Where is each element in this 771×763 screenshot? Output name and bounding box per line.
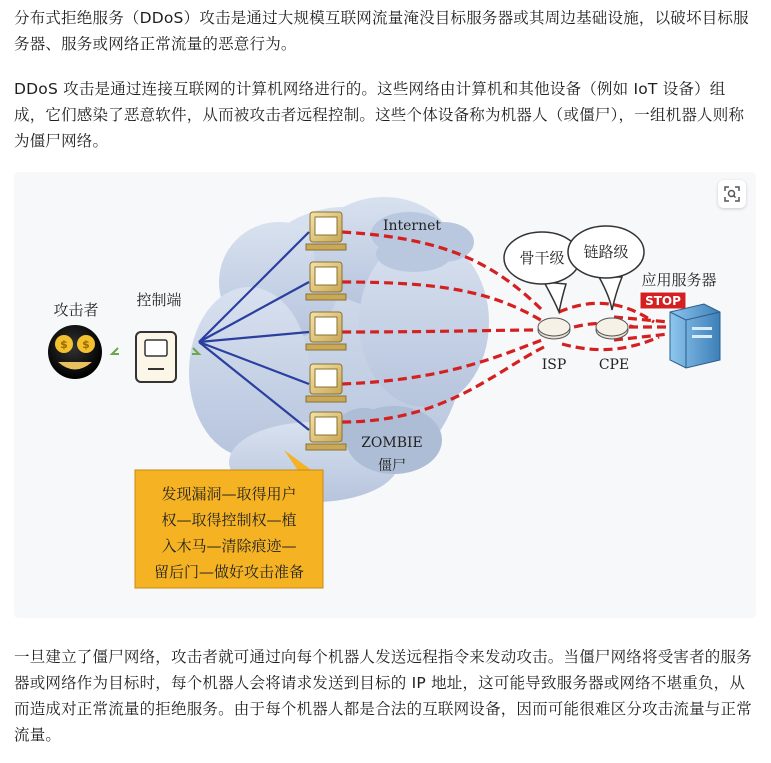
- step-line-3: 入木马—清除痕迹—: [161, 537, 297, 555]
- zoom-lens-button[interactable]: [718, 180, 746, 208]
- isp-label: ISP: [541, 357, 567, 373]
- link-label: 链路级: [583, 243, 629, 261]
- svg-text:$: $: [60, 338, 68, 351]
- zombie-computer-2: [306, 262, 346, 300]
- zombie-label-zh: 僵尸: [378, 458, 406, 474]
- ddos-diagram: [14, 172, 756, 618]
- zombie-computer-5: [306, 412, 346, 450]
- paragraph-botnet: DDoS 攻击是通过连接互联网的计算机网络进行的。这些网络由计算机和其他设备（例如 IoT 设备）组成，它们感染了恶意软件，从而被攻击者远程控制。这些个体设备称为机器人（或僵尸），一组机器人则称为僵尸网络。: [14, 80, 745, 150]
- stop-label: STOP: [645, 294, 681, 308]
- zombie-computer-1: [306, 212, 346, 250]
- step-line-4: 留后门—做好攻击准备: [153, 563, 305, 581]
- svg-text:$: $: [82, 338, 90, 351]
- stop-sign-icon: [640, 292, 686, 309]
- paragraph-intro: 分布式拒绝服务（DDoS）攻击是通过大规模互联网流量淹没目标服务器或其周边基础设施，以破坏目标服务器、服务或网络正常流量的恶意行为。: [14, 9, 749, 53]
- backbone-bubble: [504, 232, 580, 312]
- attacker-icon: [48, 325, 102, 379]
- controller-icon: [112, 332, 199, 382]
- cpe-router-icon: [596, 318, 628, 339]
- step-line-1: 发现漏洞—取得用户: [161, 485, 297, 503]
- internet-label: Internet: [382, 218, 442, 234]
- step-line-2: 权—取得控制权—植: [161, 511, 297, 529]
- paragraph-attack: 一旦建立了僵尸网络，攻击者就可通过向每个机器人发送远程指令来发动攻击。当僵尸网络将受害者的服务器或网络作为目标时，每个机器人会将请求发送到目标的 IP 地址，这可能导致服务器或网络不堪重负，从而造成对正常流量的拒绝服务。由于每个机器人都是合法的互联网设备，因而可能很难区分攻击流量与正常流量。: [14, 648, 752, 744]
- zoom-lens-icon: [723, 185, 741, 203]
- ddos-diagram-svg: [14, 172, 756, 618]
- cpe-label: CPE: [598, 357, 630, 373]
- attacker-label: 攻击者: [53, 301, 99, 319]
- zombie-label-en: ZOMBIE: [361, 435, 423, 451]
- zombie-computer-4: [306, 364, 346, 402]
- controller-label: 控制端: [136, 291, 182, 309]
- link-bubble: [568, 226, 644, 310]
- zombie-computer-3: [306, 312, 346, 350]
- isp-router-icon: [538, 318, 570, 339]
- backbone-label: 骨干级: [519, 249, 565, 267]
- server-label: 应用服务器: [641, 271, 717, 289]
- server-icon: [670, 304, 720, 368]
